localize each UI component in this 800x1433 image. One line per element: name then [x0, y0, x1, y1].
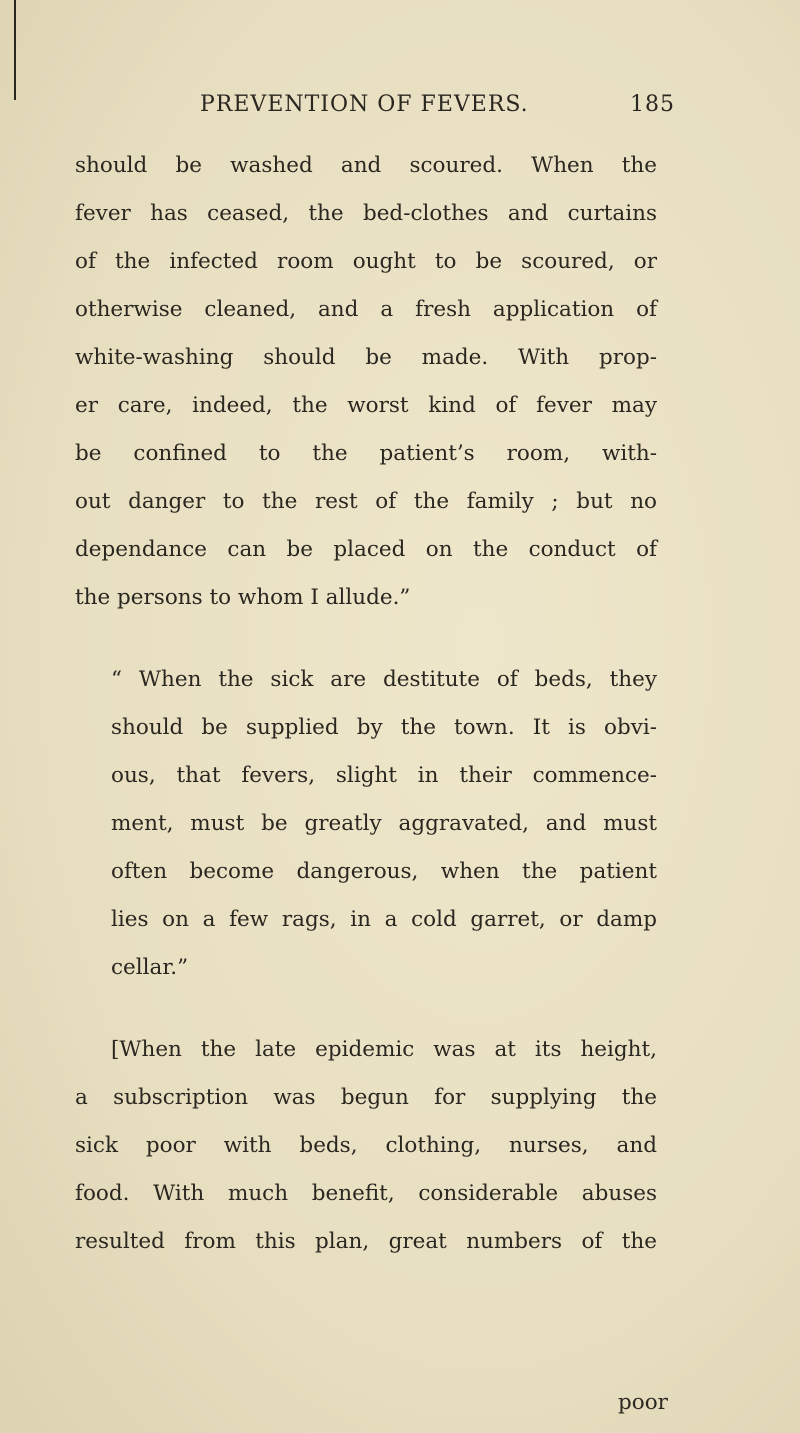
text-line: [When the late epidemic was at its height, [111, 1037, 657, 1062]
text-line: cellar.” [111, 955, 189, 980]
text-line: of the infected room ought to be scoured, or [75, 249, 657, 274]
text-line: “ When the sick are destitute of beds, they [111, 667, 657, 692]
text-line: sick poor with beds, clothing, nurses, and [75, 1133, 657, 1158]
text-line: often become dangerous, when the patient [111, 859, 657, 884]
text-line: a subscription was begun for supplying the [75, 1085, 657, 1110]
catchword: poor [618, 1390, 668, 1415]
text-line: fever has ceased, the bed-clothes and curtains [75, 201, 657, 226]
text-line: should be washed and scoured. When the [75, 153, 657, 178]
text-line: ment, must be greatly aggravated, and must [111, 811, 657, 836]
text-line: lies on a few rags, in a cold garret, or damp [111, 907, 657, 932]
text-line: resulted from this plan, great numbers of the [75, 1229, 657, 1254]
text-line: otherwise cleaned, and a fresh application of [75, 297, 657, 322]
text-line: should be supplied by the town. It is obvi- [111, 715, 657, 740]
text-line: dependance can be placed on the conduct of [75, 537, 657, 562]
running-title: PREVENTION OF FEVERS. [200, 92, 529, 117]
text-line: the persons to whom I allude.” [75, 585, 411, 610]
text-line: ous, that fevers, slight in their commence- [111, 763, 657, 788]
text-line: er care, indeed, the worst kind of fever may [75, 393, 657, 418]
page-spine-edge [0, 0, 16, 100]
page-number: 185 [630, 92, 675, 117]
text-line: be confined to the patient’s room, with- [75, 441, 657, 466]
text-line: food. With much benefit, considerable abuses [75, 1181, 657, 1206]
text-line: white-washing should be made. With prop- [75, 345, 657, 370]
text-line: out danger to the rest of the family ; but no [75, 489, 657, 514]
